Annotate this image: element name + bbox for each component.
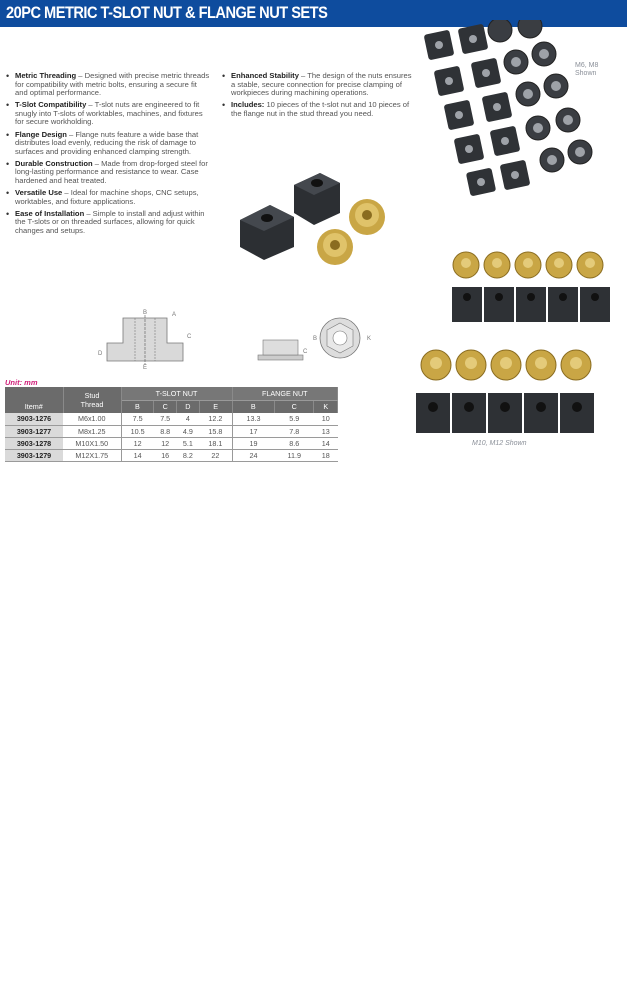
col-tslot-B: B — [121, 400, 154, 413]
tslot-value: 7.5 — [121, 413, 154, 425]
caption-m10-m12: M10, M12 Shown — [472, 440, 527, 447]
tslot-value: 8.2 — [177, 449, 200, 461]
tslot-value: 4 — [177, 413, 200, 425]
product-photo-sample — [232, 165, 402, 270]
tslot-value: 12 — [121, 437, 154, 449]
tslot-value: 10.5 — [121, 425, 154, 437]
col-thread: Stud Thread — [63, 387, 121, 413]
feature-title: Versatile Use — [15, 188, 63, 198]
feature-item — [6, 189, 211, 206]
flange-value: 14 — [314, 437, 338, 449]
tslot-value: 4.9 — [177, 425, 200, 437]
feature-title: Durable Construction — [15, 158, 93, 168]
feature-item — [6, 101, 211, 127]
flange-value: 5.9 — [275, 413, 314, 425]
tslot-value: 22 — [199, 449, 232, 461]
caption-m6-m8: M6, M8 Shown — [575, 62, 599, 77]
feature-title: Flange Design — [15, 129, 67, 139]
tslot-value: 5.1 — [177, 437, 200, 449]
product-photo-m6-m8 — [418, 20, 603, 200]
tslot-value: 14 — [121, 449, 154, 461]
svg-text:D: D — [98, 351, 103, 357]
feature-text: – Designed with precise metric threads for compatibility with metric bolts, ensuring a secure fit and optimal performance. — [15, 71, 210, 98]
flange-value: 19 — [232, 437, 274, 449]
flange-value: 10 — [314, 413, 338, 425]
tslot-value: 8.8 — [154, 425, 177, 437]
col-tslot-E: E — [199, 400, 232, 413]
group-tslot: T-SLOT NUT — [121, 387, 232, 400]
svg-text:A: A — [172, 312, 177, 318]
stud-thread: M6x1.00 — [63, 413, 121, 425]
flange-value: 8.6 — [275, 437, 314, 449]
stud-thread: M12X1.75 — [63, 449, 121, 461]
feature-text: – The design of the nuts ensures a stable, secure connection for precise clamping of workpieces during machining operations. — [231, 71, 412, 98]
features-right-column — [222, 72, 412, 122]
item-number: 3903-1276 — [5, 413, 63, 425]
col-tslot-D: D — [177, 400, 200, 413]
table-row — [5, 425, 338, 437]
tslot-value: 12 — [154, 437, 177, 449]
stud-thread: M8x1.25 — [63, 425, 121, 437]
feature-text: 10 pieces of the t-slot nut and 10 pieces of the flange nut in the stud thread you need. — [231, 100, 410, 118]
table-row — [5, 437, 338, 449]
feature-item — [222, 101, 412, 118]
tslot-value: 12.2 — [199, 413, 232, 425]
feature-item — [6, 131, 211, 157]
item-number: 3903-1279 — [5, 449, 63, 461]
flange-value: 11.9 — [275, 449, 314, 461]
feature-title: Ease of Installation — [15, 208, 85, 218]
feature-item — [6, 210, 211, 236]
tslot-value: 15.8 — [199, 425, 232, 437]
feature-item — [222, 72, 412, 98]
tslot-nut-diagram — [95, 305, 195, 370]
feature-text: – Ideal for machine shops, CNC setups, worktables, and fixture applications. — [15, 188, 199, 206]
feature-title: Enhanced Stability — [231, 71, 299, 80]
item-number: 3903-1277 — [5, 425, 63, 437]
item-number: 3903-1278 — [5, 437, 63, 449]
flange-value: 17 — [232, 425, 274, 437]
flange-nut-diagram — [255, 305, 385, 370]
col-flange-K: K — [314, 400, 338, 413]
svg-text:C: C — [303, 349, 308, 355]
unit-label: Unit: mm — [5, 378, 38, 387]
flange-value: 18 — [314, 449, 338, 461]
page-title: 20PC METRIC T-SLOT NUT & FLANGE NUT SETS — [6, 3, 328, 22]
stud-thread: M10X1.50 — [63, 437, 121, 449]
spec-table — [5, 387, 338, 462]
svg-text:K: K — [367, 336, 372, 342]
col-flange-C: C — [275, 400, 314, 413]
col-tslot-C: C — [154, 400, 177, 413]
tslot-value: 7.5 — [154, 413, 177, 425]
flange-value: 13 — [314, 425, 338, 437]
group-flange: FLANGE NUT — [232, 387, 337, 400]
svg-text:E: E — [142, 365, 148, 370]
svg-text:B: B — [142, 310, 148, 316]
flange-value: 7.8 — [275, 425, 314, 437]
table-row — [5, 449, 338, 461]
feature-title: T-Slot Compatibility — [15, 100, 87, 110]
feature-title: Includes: — [231, 100, 265, 110]
flange-value: 13.3 — [232, 413, 274, 425]
product-photo-m10-m12 — [414, 245, 614, 435]
tslot-value: 16 — [154, 449, 177, 461]
feature-item — [6, 160, 211, 186]
feature-item — [6, 72, 211, 98]
feature-text: – Made from drop-forged steel for long-lasting performance and resistance to wear. Case hardened and heat treated. — [15, 158, 208, 186]
feature-text: – Simple to install and adjust within the T-slots or on threaded surfaces, allowing for quick changes and setups. — [15, 208, 205, 235]
col-flange-B: B — [232, 400, 274, 413]
svg-text:B: B — [313, 336, 318, 342]
tslot-value: 18.1 — [199, 437, 232, 449]
flange-value: 24 — [232, 449, 274, 461]
feature-text: – Flange nuts feature a wide base that distributes load evenly, reducing the risk of damage to surfaces and providing enhanced clamping strength. — [15, 129, 199, 156]
feature-title: Metric Threading — [15, 71, 77, 80]
table-row — [5, 413, 338, 425]
svg-text:C: C — [187, 334, 192, 340]
col-item: Item# — [5, 387, 63, 413]
features-left-column — [6, 72, 211, 239]
feature-text: – T-slot nuts are engineered to fit snugly into T-slots of worktables, machines, and fixtures for secure workholding. — [15, 100, 203, 127]
